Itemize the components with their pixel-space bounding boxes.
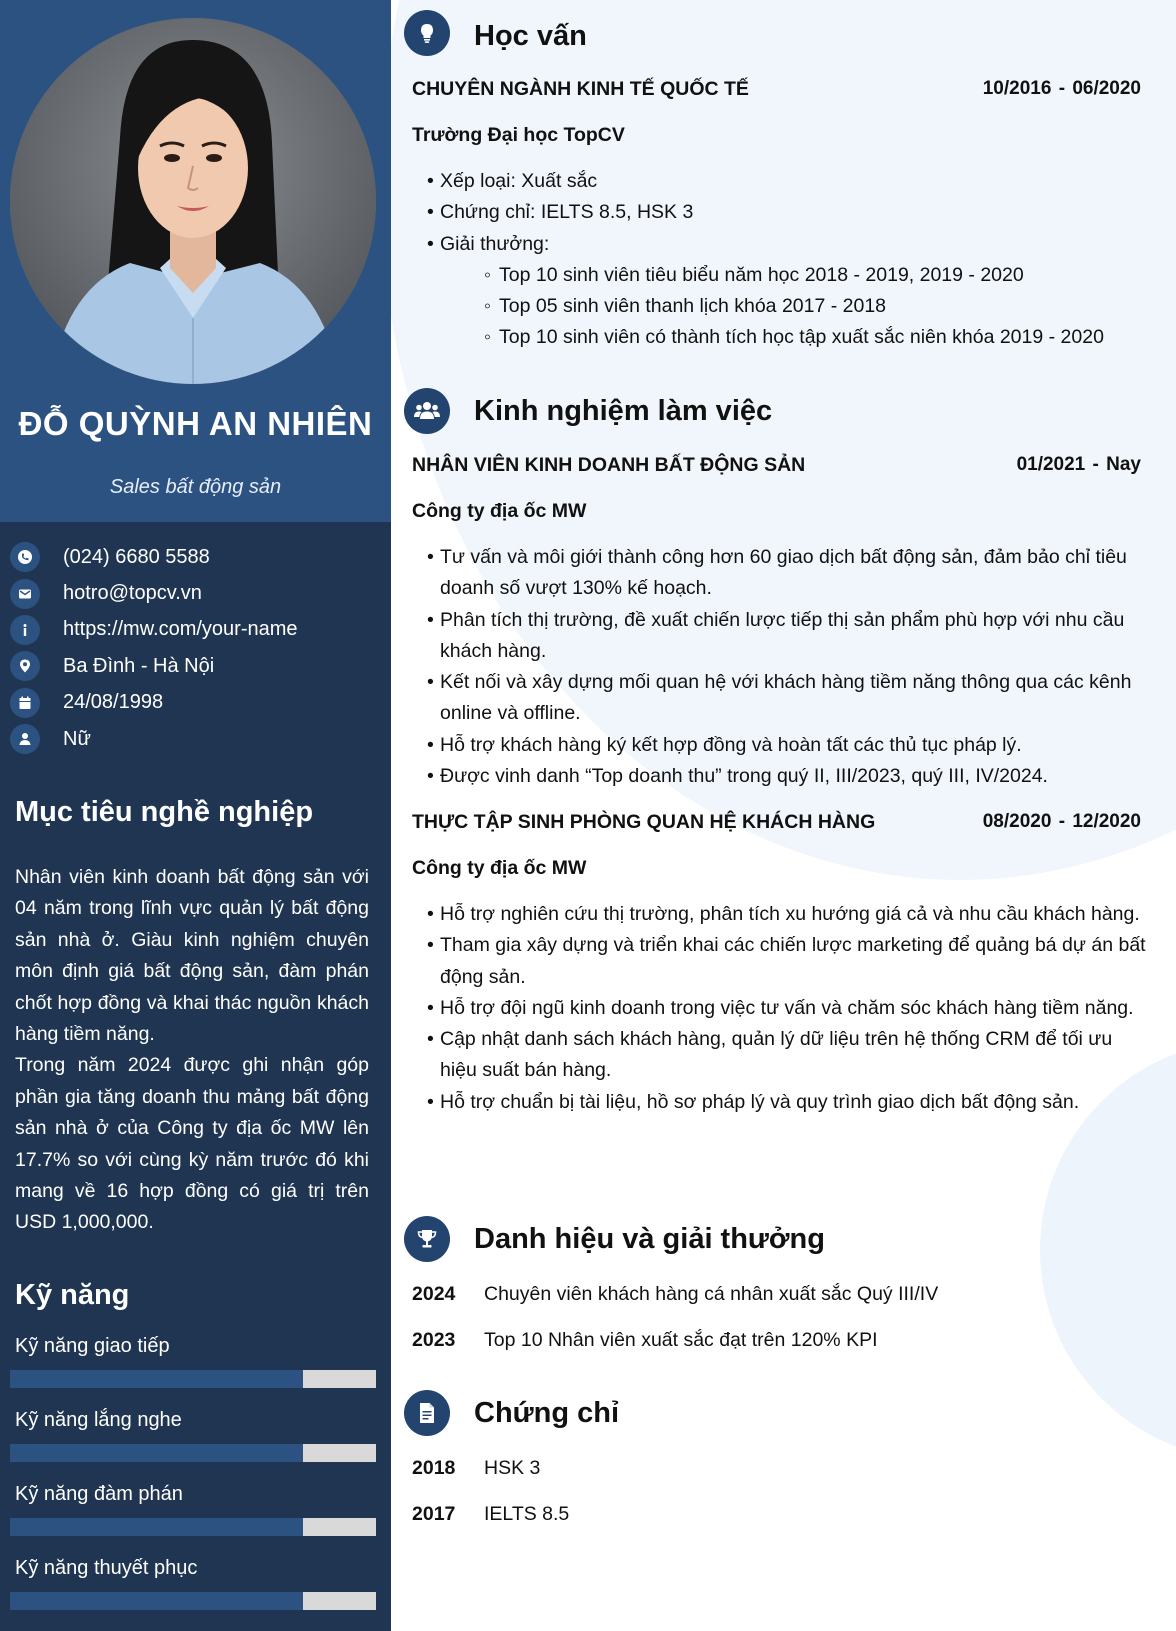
list-item: • Giải thưởng: [412,229,1152,260]
contact-website [10,612,380,648]
date-start: 01/2021 [1016,454,1086,475]
info-icon [10,615,40,645]
document-icon [404,1390,450,1436]
skill-bar [10,1444,376,1462]
candidate-name: ĐỖ QUỲNH AN NHIÊN [18,405,373,442]
skill-name: Kỹ năng lắng nghe [15,1409,182,1431]
skill-bar [10,1592,376,1610]
certificate-text: HSK 3 [484,1457,541,1479]
website-text[interactable]: https://mw.com/your-name [63,618,298,641]
main-content [391,0,1176,1631]
skill-item [10,1332,376,1406]
calendar-icon [10,688,40,718]
location-icon [10,651,40,681]
award-row [412,1283,938,1306]
phone-icon [10,542,40,572]
sidebar [0,0,391,1631]
job-title: NHÂN VIÊN KINH DOANH BẤT ĐỘNG SẢN [412,454,806,476]
portrait-photo [10,18,376,384]
email-text[interactable]: hotro@topcv.vn [63,582,202,605]
skill-bar [10,1370,376,1388]
skill-fill [10,1592,303,1610]
education-school: Trường Đại học TopCV [412,124,625,146]
list-item: • Hỗ trợ khách hàng ký kết hợp đồng và hoàn tất các thủ tục pháp lý. [412,730,1152,761]
experience-heading: Kinh nghiệm làm việc [474,395,773,427]
objective-paragraph: Nhân viên kinh doanh bất động sản với 04 năm trong lĩnh vực quản lý bất động sản nhà ở. Giàu kinh nghiệm chuyên môn định giá bất động sản, đàm phán chốt hợp đồng và khai thác nguồn khách hàng tiềm năng. [15,866,369,1046]
job-company: Công ty địa ốc MW [412,857,587,879]
education-details [412,166,1152,354]
email-icon [10,579,40,609]
skill-item [10,1480,376,1554]
contact-email [10,575,380,611]
certificate-year: 2017 [412,1503,456,1525]
list-item: • Hỗ trợ nghiên cứu thị trường, phân tích xu hướng giá cả và nhu cầu khách hàng. [412,899,1152,930]
profile-header [0,0,391,522]
job-duties [412,899,1152,1118]
contact-phone [10,539,380,575]
skills-heading: Kỹ năng [15,1279,130,1311]
date-end: 06/2020 [1072,78,1141,99]
education-major: CHUYÊN NGÀNH KINH TẾ QUỐC TẾ [412,78,749,100]
award-sub-item: ◦ Top 05 sinh viên thanh lịch khóa 2017 - 2018 [412,291,1152,322]
award-year: 2024 [412,1283,456,1305]
skill-fill [10,1370,303,1388]
education-heading: Học vấn [474,20,587,52]
list-item: • Hỗ trợ chuẩn bị tài liệu, hồ sơ pháp lý và quy trình giao dịch bất động sản. [412,1087,1152,1118]
job-duties [412,542,1152,792]
list-item: • Được vinh danh “Top doanh thu” trong quý II, III/2023, quý III, IV/2024. [412,761,1152,792]
objective-paragraph: Trong năm 2024 được ghi nhận góp phần gia tăng doanh thu mảng bất động sản nhà ở của Công ty địa ốc MW lên 17.7% so với cùng kỳ năm trước đó khi mang về 16 hợp đồng có giá trị trên USD 1,000,000. [15,1054,369,1234]
list-item: • Phân tích thị trường, đề xuất chiến lược tiếp thị sản phẩm phù hợp với nhu cầu khách hàng. [412,605,1152,668]
certificates-heading: Chứng chỉ [474,1397,620,1429]
list-item: • Tham gia xây dựng và triển khai các chiến lược marketing để quảng bá dự án bất động sản. [412,930,1152,993]
objective-heading: Mục tiêu nghề nghiệp [15,796,314,828]
skill-item [10,1406,376,1480]
skill-item [10,1554,376,1628]
birthday-text: 24/08/1998 [63,691,164,714]
award-sub-item: ◦ Top 10 sinh viên có thành tích học tập xuất sắc niên khóa 2019 - 2020 [412,322,1152,353]
gender-text: Nữ [63,727,91,750]
skill-fill [10,1444,303,1462]
awards-heading: Danh hiệu và giải thưởng [474,1223,825,1255]
contact-gender [10,721,380,757]
date-start: 08/2020 [982,811,1052,832]
date-end: Nay [1106,454,1141,475]
certificate-row [412,1457,540,1480]
job-title: THỰC TẬP SINH PHÒNG QUAN HỆ KHÁCH HÀNG [412,811,876,833]
skills-list [10,1332,376,1628]
certificate-year: 2018 [412,1457,456,1479]
certificate-row [412,1503,569,1526]
user-icon [10,724,40,754]
phone-text[interactable]: (024) 6680 5588 [63,545,210,568]
candidate-title: Sales bất động sản [109,476,282,498]
list-item: • Tư vấn và môi giới thành công hơn 60 giao dịch bất động sản, đảm bảo chỉ tiêu doanh số vượt 130% kế hoạch. [412,542,1152,605]
team-icon [404,388,450,434]
education-dates: 10/2016 - 06/2020 [982,78,1141,99]
list-item: • Kết nối và xây dựng mối quan hệ với khách hàng tiềm năng thông qua các kênh online và offline. [412,667,1152,730]
address-text: Ba Đình - Hà Nội [63,654,215,677]
date-end: 12/2020 [1072,811,1141,832]
award-row [412,1329,878,1352]
list-item: • Hỗ trợ đội ngũ kinh doanh trong việc tư vấn và chăm sóc khách hàng tiềm năng. [412,993,1152,1024]
list-item: • Chứng chỉ: IELTS 8.5, HSK 3 [412,197,1152,228]
skill-name: Kỹ năng thuyết phục [15,1557,198,1579]
skill-name: Kỹ năng đàm phán [15,1483,183,1505]
certificate-text: IELTS 8.5 [484,1503,570,1525]
job-dates: 01/2021 - Nay [1016,454,1141,475]
objective-text [15,862,369,1239]
award-sub-item: ◦ Top 10 sinh viên tiêu biểu năm học 2018 - 2019, 2019 - 2020 [412,260,1152,291]
lightbulb-icon [404,10,450,56]
avatar [10,18,376,384]
contact-list [10,539,380,757]
list-item: • Xếp loại: Xuất sắc [412,166,1152,197]
trophy-icon [404,1216,450,1262]
contact-address [10,648,380,684]
job-dates: 08/2020 - 12/2020 [982,811,1141,832]
award-year: 2023 [412,1329,456,1351]
date-start: 10/2016 [982,78,1052,99]
skill-fill [10,1518,303,1536]
list-item: • Cập nhật danh sách khách hàng, quản lý dữ liệu trên hệ thống CRM để tối ưu hiệu suất bán hàng. [412,1024,1152,1087]
award-text: Chuyên viên khách hàng cá nhân xuất sắc Quý III/IV [484,1283,939,1305]
award-text: Top 10 Nhân viên xuất sắc đạt trên 120% KPI [484,1329,878,1351]
job-company: Công ty địa ốc MW [412,500,587,522]
contact-birthday [10,685,380,721]
skill-name: Kỹ năng giao tiếp [15,1335,170,1357]
skill-bar [10,1518,376,1536]
